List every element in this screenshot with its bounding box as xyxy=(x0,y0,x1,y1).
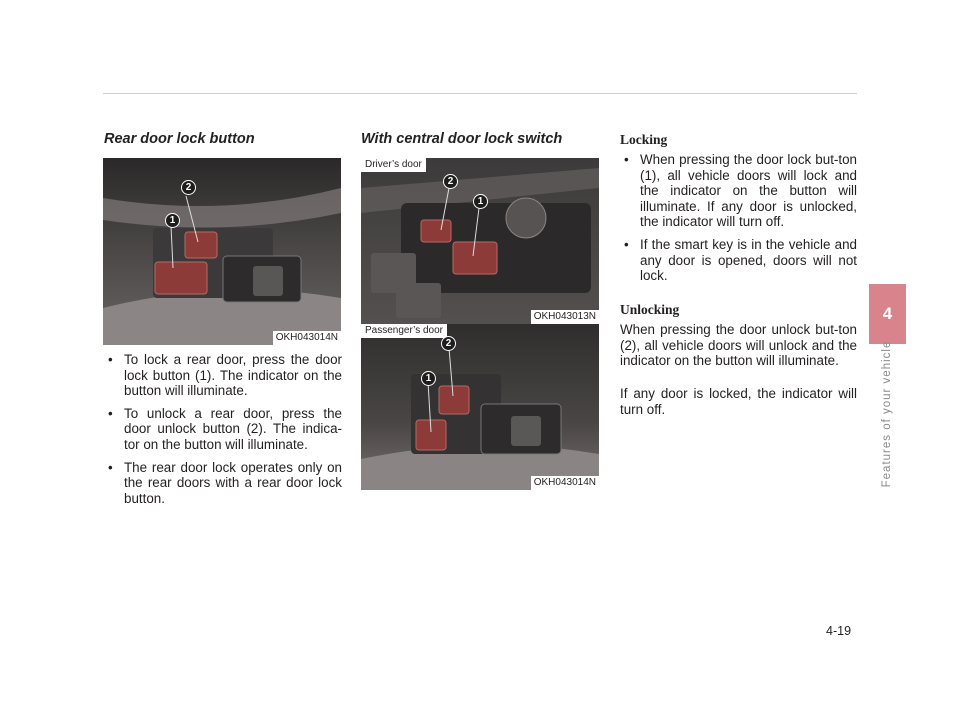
header-rule xyxy=(103,93,857,94)
callout-2: 2 xyxy=(181,180,196,195)
unlocking-paragraph: If any door is locked, the indicator will turn off. xyxy=(620,386,857,417)
callout-1: 1 xyxy=(473,194,488,209)
rear-door-lock-title: Rear door lock button xyxy=(104,131,255,147)
callout-2: 2 xyxy=(443,174,458,189)
locking-bullets xyxy=(620,152,857,291)
passengers-door-label: Passenger’s door xyxy=(361,324,447,338)
passengers-door-photo xyxy=(361,324,599,490)
chapter-side-text: Features of your vehicle xyxy=(881,340,893,488)
rear-door-lock-photo xyxy=(103,158,341,345)
bullet-item: • The rear door lock operates only on the rear doors with a rear door lock button. xyxy=(104,460,342,507)
drivers-door-label: Driver’s door xyxy=(361,158,426,172)
image-code: OKH043013N xyxy=(531,310,599,324)
rear-door-bullets xyxy=(104,352,342,513)
unlocking-heading: Unlocking xyxy=(620,302,680,317)
bullet-item: • To lock a rear door, press the door lock button (1). The indicator on the button will illuminate. xyxy=(104,352,342,399)
central-lock-title: With central door lock switch xyxy=(361,131,563,147)
callout-1: 1 xyxy=(421,371,436,386)
callout-2: 2 xyxy=(441,336,456,351)
callout-1: 1 xyxy=(165,213,180,228)
bullet-item: • If the smart key is in the vehicle and any door is opened, doors will not lock. xyxy=(620,237,857,284)
image-code: OKH043014N xyxy=(531,476,599,490)
bullet-item: • To unlock a rear door, press the door unlock button (2). The indica-tor on the button will illuminate. xyxy=(104,406,342,453)
image-code: OKH043014N xyxy=(273,331,341,345)
drivers-door-photo xyxy=(361,158,599,324)
bullet-item: • When pressing the door lock but-ton (1), all vehicle doors will lock and the indicator on the button will illuminate. If any door is unlocked, the indicator will turn off. xyxy=(620,152,857,230)
page-number: 4-19 xyxy=(826,624,852,638)
chapter-tab: 4 xyxy=(869,284,906,344)
unlocking-paragraph: When pressing the door unlock but-ton (2), all vehicle doors will unlock and the indicator on the button will illuminate. xyxy=(620,322,857,369)
locking-heading: Locking xyxy=(620,132,668,147)
